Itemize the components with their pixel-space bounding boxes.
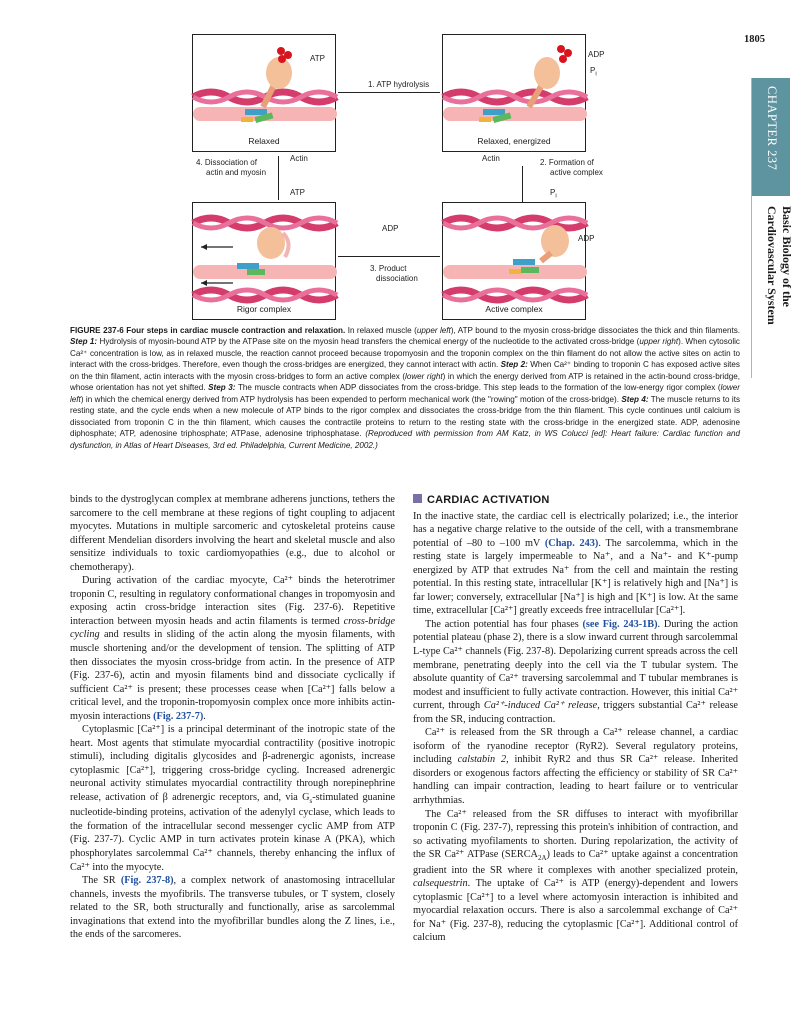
right-p1b: . The sarcolemma, which in the resting state is largely impermeable to Na⁺, and a Na⁺- and K⁺-pump energized by ATP that extrudes Na⁺ from the cell and maintain the resting potential. In this resting state, intracellular [K⁺] is relatively high and [Na⁺] is far lower; conversely, extracellular [Na⁺] is high and [K⁺] is low. At the same time, extracellular [Ca²⁺] greatly exceeds free intracellular [Ca²⁺]. [413,537,738,617]
label-step4 [196,158,266,177]
right-p2-em: Ca²⁺-induced Ca²⁺ release [483,700,598,712]
pi-energized-letter: P [590,66,596,75]
left-paragraph-4 [70,874,395,942]
right-p4c: . The uptake of Ca²⁺ is ATP (energy)-dependent and lowers cytoplasmic [Ca²⁺] to a level where actomyosin interaction is inhibited and myocardial relaxation occurs. There is also a sarcolemmal exchange of Ca²⁺ for Na⁺ (Fig. 237-8), reducing the cytoplasmic [Ca²⁺]. Additional control of calcium [413,878,738,944]
left-p2-em: cross-bridge cycling [70,615,395,641]
step3-line1: 3. Product [370,264,407,273]
section-square-icon [413,494,422,503]
panel-energized [442,34,586,152]
step4-line1: 4. Dissociation of [196,158,257,167]
panel-rigor-caption: Rigor complex [236,304,292,314]
right-p3a: Ca²⁺ is released from the SR through a Ca²⁺ release channel, a cardiac isoform of the ryanodine receptor (RyR2). Several regulatory proteins, including [413,727,738,766]
arrow-step4 [278,156,279,200]
link-fig-237-8[interactable]: (Fig. 237-8) [120,875,174,887]
right-paragraph-3 [413,726,738,807]
step4-line2: actin and myosin [206,167,267,177]
left-p2a: During activation of the cardiac myocyte, Ca²⁺ binds the heterotrimer troponin C, resulting in regulatory conformational changes in tropomyosin and exposing actin cross-bridge interaction sites (Fig. 237-6). Repetitive interaction between myosin heads and actin filaments is termed [70,575,395,627]
figure-caption [70,325,740,451]
caption-step1-em: upper right [639,337,679,347]
right-p2a: The action potential has four phases [425,618,583,630]
label-adp-bottom: ADP [382,224,399,233]
chapter-side-tab [751,78,794,378]
panel-relaxed [192,34,336,152]
step2-line1: 2. Formation of [540,158,594,167]
label-step3 [370,264,418,283]
pi-energized-sub: i [595,71,597,78]
left-paragraph-3 [70,723,395,874]
right-p3-em: calstabin 2 [457,754,507,766]
left-p3a: Cytoplasmic [Ca²⁺] is a principal determinant of the inotropic state of the heart. Most agents that stimulate myocardial contractility (positive inotropic stimuli), including digitalis glycosides and β-adrenergic agonists, increase cytoplasmic [Ca²⁺], triggering cross-bridge cycling. Increased adrenergic neuronal activity stimulates myocardial contractility through norepinephrine release, activation of β adrenergic receptors, and, via G [70,724,395,804]
label-adp-active: ADP [578,234,595,243]
right-p4b: ) leads to Ca²⁺ uptake against a concentration gradient into the SR where it complexes with another specialized protein, [413,849,738,876]
panel-rigor [192,202,336,320]
caption-step1: Step 1: [70,337,98,347]
right-p1a: In the inactive state, the cardiac cell is electrically polarized; i.e., the interior has a negative charge relative to the outside of the cell, with a transmembrane potential of –80 to –100 mV [413,510,738,549]
right-paragraph-1 [413,510,738,618]
link-chap-243[interactable]: (Chap. 243) [544,537,599,549]
chapter-label: CHAPTER 237 [765,86,779,171]
pi-right-sub: i [555,193,557,200]
page-number: 1805 [744,34,765,45]
caption-step4: Step 4: [621,394,649,404]
label-atp-relaxed: ATP [310,54,325,63]
right-paragraph-2 [413,618,738,726]
label-step1: 1. ATP hydrolysis [368,80,430,89]
chapter-topic: Basic Biology of the Cardiovascular System [765,206,794,325]
caption-intro-em: upper left [416,326,451,335]
right-p3b: , inhibit RyR2 and thus SR Ca²⁺ release. Inherited disorders or exogenous factors affecting the efficiency or stability of SR Ca²⁺ handling can impair contraction, leading to heart failure or to ventricular arrhythmias. [413,754,739,807]
right-p2c: , triggers substantial Ca²⁺ release from the SR, inducing contraction. [413,700,738,725]
pi-right-letter: P [550,188,556,197]
label-atp-left: ATP [290,188,305,197]
panel-energized-caption: Relaxed, energized [477,136,551,146]
caption-credit: (Reproduced with permission from AM Katz, in WS Colucci [ed]: Heart failure: Cardiac function and dysfunction, in Atlas of Heart Diseases, 3rd ed. Philadelphia, Current Medicine, 2002.) [70,429,740,450]
caption-step3-em: lower left [70,383,740,404]
panel-active [442,202,586,320]
caption-step3: Step 3: [208,383,236,393]
left-p4a: The SR [82,875,121,887]
figure-237-6 [150,28,650,328]
left-p2c: . [203,710,206,722]
step2-line2: active complex [550,167,603,177]
right-paragraph-4 [413,808,738,945]
caption-intro2: ), ATP bound to the myosin cross-bridge dissociates the thick and thin filaments. [450,326,740,335]
arrow-step1 [338,92,440,93]
right-p4-em: calsequestrin [413,878,468,890]
label-actin-right: Actin [482,154,500,163]
left-p3-sub: s [309,797,313,806]
label-pi-right [550,188,557,201]
right-p2b: . During the action potential plateau (phase 2), there is a slow inward current through sarcolemmal L-type Ca²⁺ channels (Fig. 237-8). Depolarizing current spreads across the cell membrane, penetrating deeply into the cell via the T tubular system. The absolute quantity of Ca²⁺ traversing sarcolemmal and T tubular membranes is modest and insufficient to fully activate contraction. However, this initial Ca²⁺ current, through [413,618,738,712]
left-p2b: and results in sliding of the actin along the myosin filaments, with muscle shortening and/or the development of tension. The splitting of ATP then dissociates the myosin cross-bridge from actin. In the presence of ATP (Fig. 237-6), actin and myosin filaments bind and dissociate cyclically if sufficient Ca²⁺ is present; these processes cease when [Ca²⁺] falls below a critical level, and the troponin-tropomyosin complex once more inhibits actin-myosin interactions [70,629,395,722]
caption-intro: In relaxed muscle ( [345,326,417,335]
left-paragraph-2 [70,574,395,723]
section-heading [413,493,738,508]
caption-step2-text: When Ca²⁺ binding to troponin C has exposed active sites on the thin filament, actin interacts with the myosin cross-bridges to form an active complex ( [70,360,740,381]
caption-step2: Step 2: [500,360,528,370]
label-adp-energized: ADP [588,50,605,59]
section-heading-text: CARDIAC ACTIVATION [427,494,550,506]
caption-step3-text: The muscle contracts when ADP dissociates from the cross-bridge. This step leads to the formation of the low-energy rigor complex ( [235,383,721,393]
left-column [70,493,395,942]
right-p4a: The Ca²⁺ released from the SR diffuses to interact with myofibrillar troponin C (Fig. 237-7), repressing this protein's inhibition of contraction, and so activating myofilaments to shorten. During repolarization, the activity of the SR Ca²⁺ ATPase (SERCA [413,808,738,861]
caption-step2-text2: ) in which the energy derived from ATP is retained in the actin-bound cross-bridge, whose orientation has not yet shifted. [70,371,740,393]
caption-step3-text2: ) in which the chemical energy derived from ATP hydrolysis has been expended to perform mechanical work (the "rowing" motion of the cross-bridge). [80,394,622,404]
left-paragraph-1: binds to the dystroglycan complex at membrane adherens junctions, tethers the sarcomere to the cell membrane at these regions of tight coupling to adjacent myocytes. Mutations in multiple sarcomeric and cytoskeletal proteins cause different Mendelian disorders involving the heart and skeletal muscle and also sensitize individuals to toxic cardiomyopathies (e.g., due to alcohol or chemotherapy). [70,494,395,573]
caption-figure-id: FIGURE 237-6 Four steps in cardiac muscle contraction and relaxation. [70,326,346,335]
caption-step4-text: The muscle returns to its resting state, and the cycle ends when a new molecule of ATP binds to the rigor complex and dissociates the cross-bridge from the thin filament. This cycle continues until calcium is dissociated from troponin C in the thin filament, which causes the contractile proteins to return to the resting state with the cross-bridge in the energized state. ADP, adenosine diphosphate; ATP, adenosine triphosphate; ATPase, adenosine triphosphatase. [70,394,740,439]
caption-step1-text: Hydrolysis of myosin-bound ATP by the ATPase site on the myosin head transfers the chemical energy of the nucleotide to the activated cross-bridge ( [97,337,640,347]
right-column [413,493,738,945]
step3-line2: dissociation [376,273,418,283]
label-pi-energized [590,66,597,79]
panel-active-caption: Active complex [485,304,543,314]
label-step2 [540,158,603,177]
left-p4b: , a complex network of anastomosing intracellular channels, invests the myofibrils. The transverse tubules, or T system, closely related to the SR, both structurally and functionally, arise as sarcolemmal invaginations that extend into the myofibrillar bundles along the Z lines, i.e., the ends of the sarcomeres. [70,875,395,941]
arrow-step3 [338,256,440,257]
label-actin-left: Actin [290,154,308,163]
link-fig-237-7[interactable]: (Fig. 237-7) [153,710,204,722]
caption-step1-text2: ). When cytosolic Ca²⁺ concentration is low, as in relaxed muscle, the reaction cannot proceed because tropomyosin and the troponin complex on the thin filament do not allow the active sites on actin to interact with the cross-bridges. Therefore, even though the cross-bridges are energized, they cannot interact with actin. [70,337,740,370]
panel-relaxed-caption: Relaxed [248,136,280,146]
right-p4-sub: 2A [537,854,547,863]
link-fig-243-1b[interactable]: (see Fig. 243-1B) [582,618,658,630]
caption-step2-em: lower right [405,371,443,381]
atp-molecule [277,47,292,63]
arrow-step2 [522,166,523,202]
left-p3b: -stimulated guanine nucleotide-binding proteins, activation of the adenylyl cyclase, which leads to the formation of the intracellular second messenger cyclic AMP from ATP (Fig. 237-7). Cyclic AMP in turn activates protein kinase A (PKA), which phosphorylates sarcolemmal Ca²⁺ channels, thereby enhancing the influx of Ca²⁺ into the myocyte. [70,792,396,873]
